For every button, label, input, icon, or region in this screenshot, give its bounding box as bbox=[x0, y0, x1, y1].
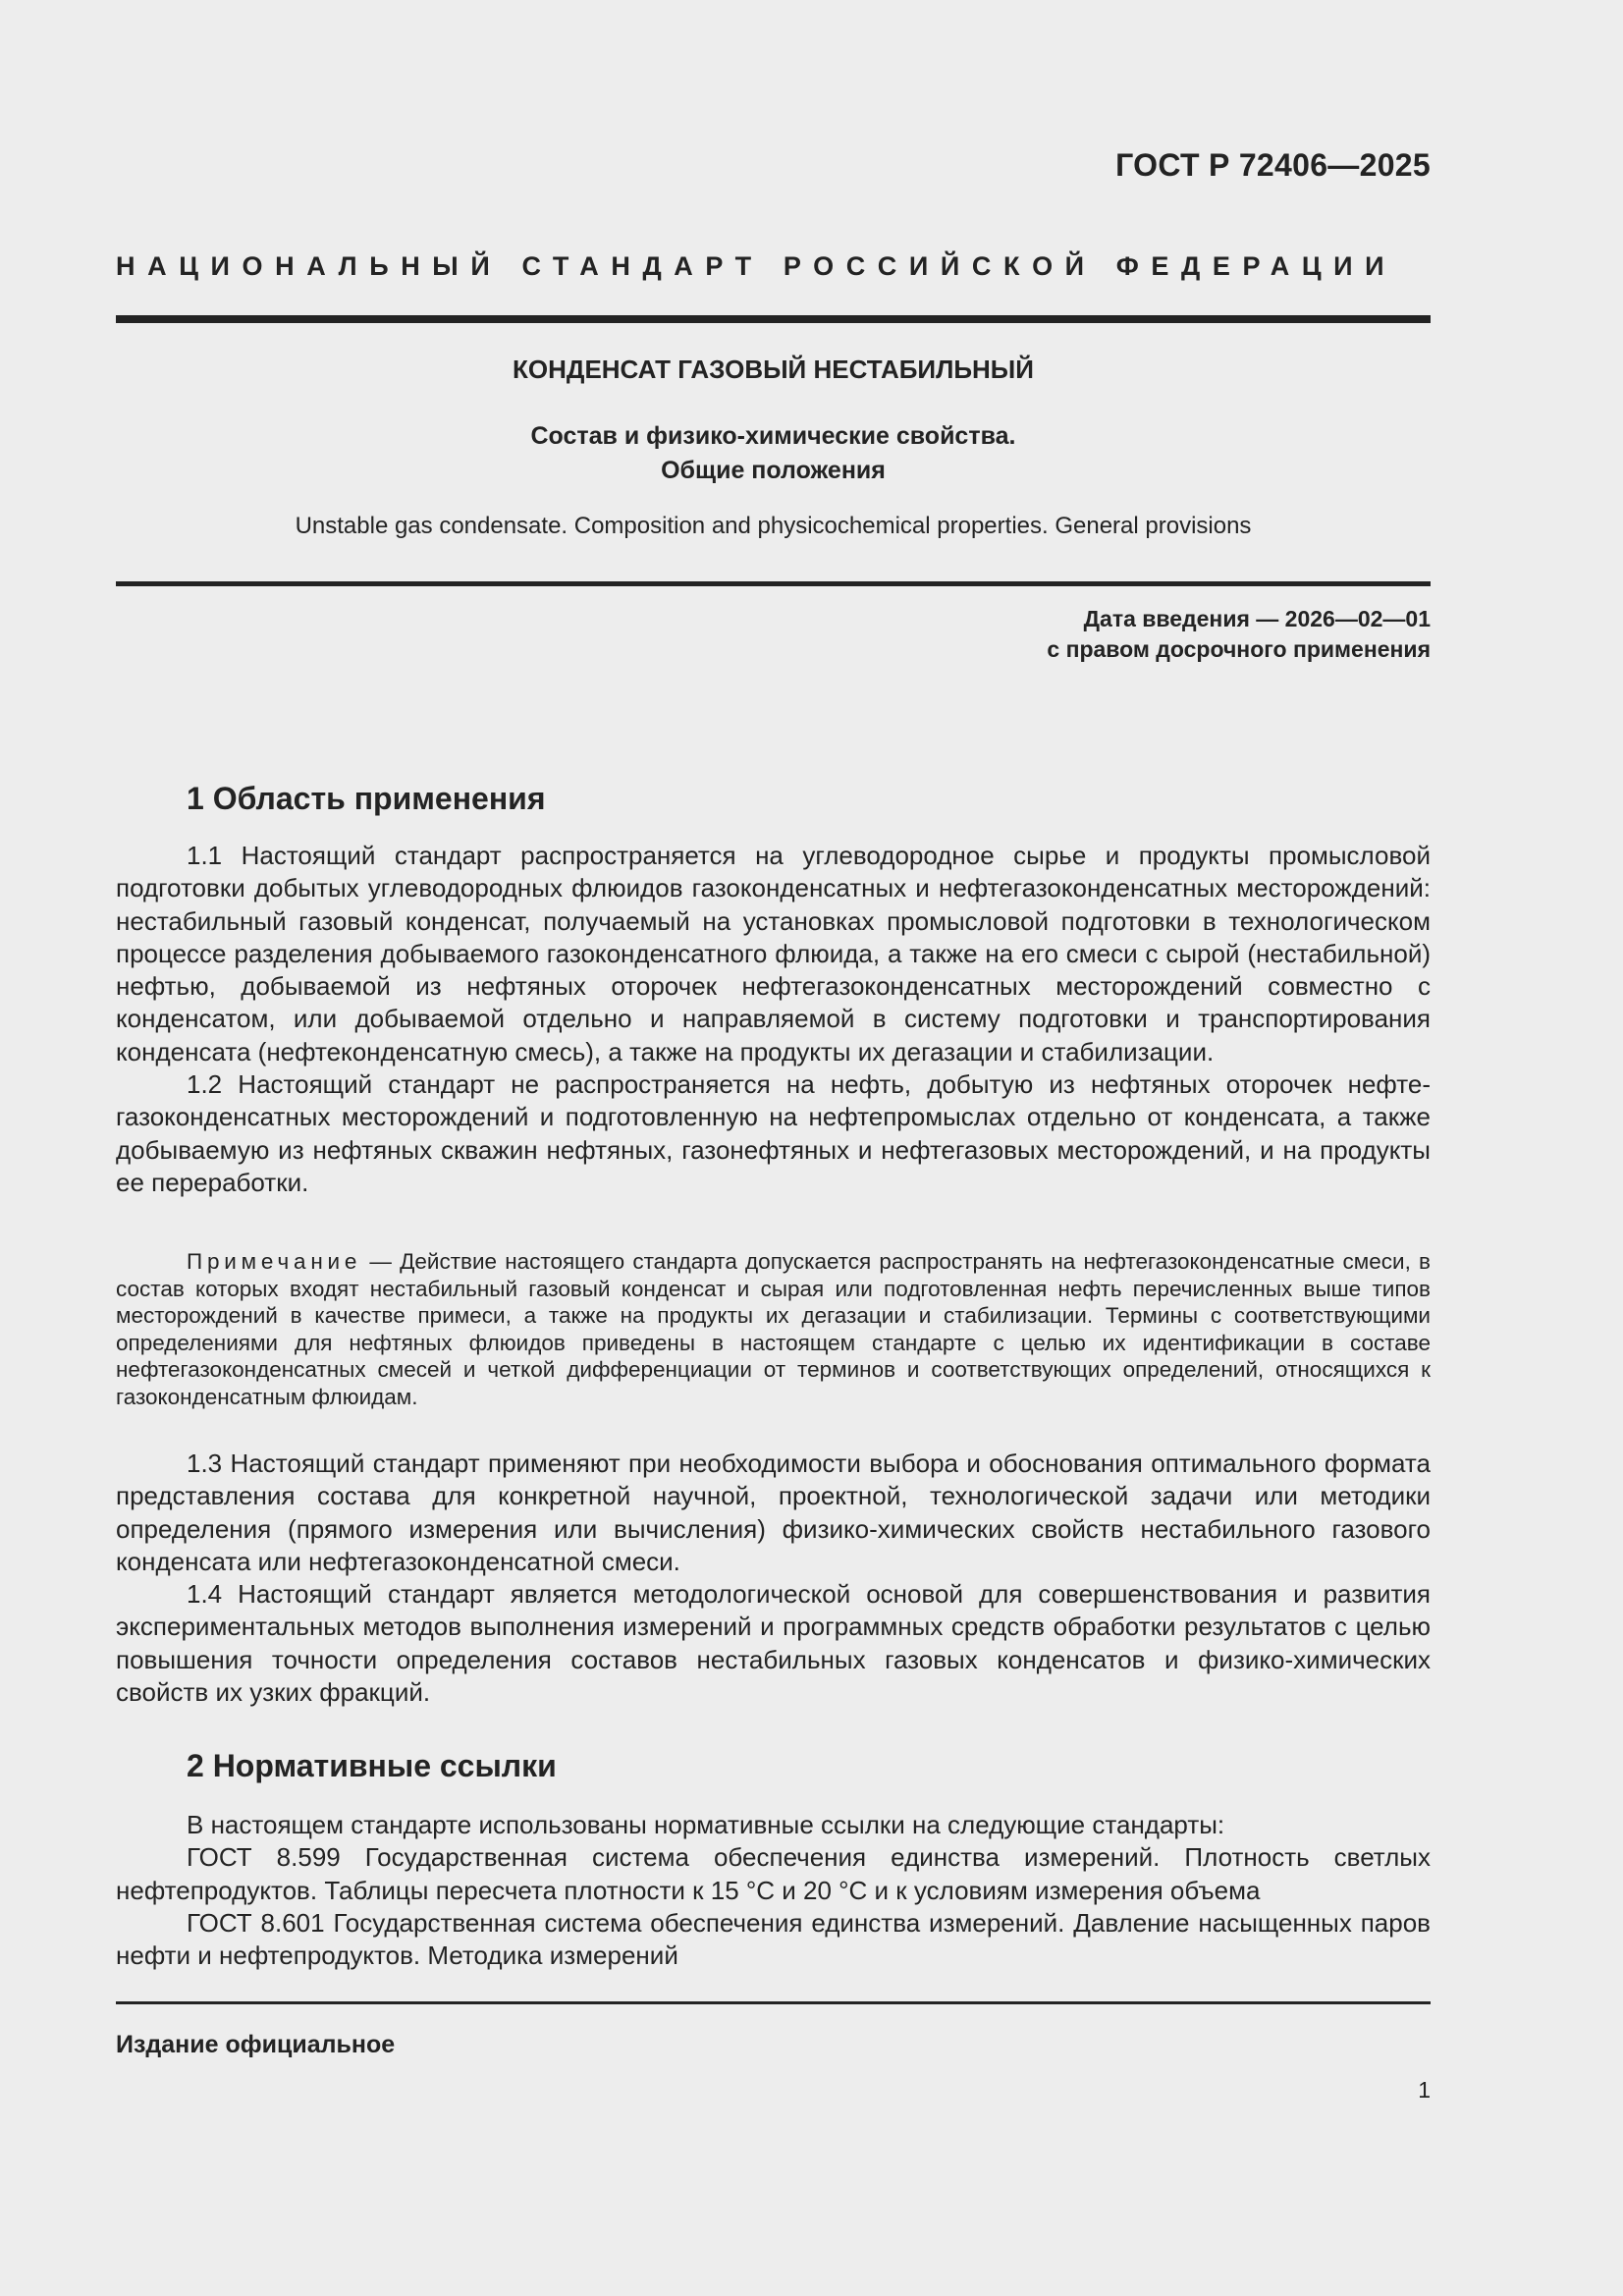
early-application-line: с правом досрочного применения bbox=[1047, 636, 1431, 662]
references-intro: В настоящем стандарте использованы нормативные ссылки на следующие стандарты: bbox=[187, 1810, 1225, 1839]
footer-divider bbox=[116, 2001, 1431, 2004]
official-edition-label: Издание официальное bbox=[116, 2031, 396, 2058]
top-divider bbox=[116, 315, 1431, 323]
gost-code: ГОСТ Р 72406—2025 bbox=[1115, 147, 1431, 183]
paragraph-1-2: 1.2 Настоящий стандарт не распространяется на нефть, добытую из нефтяных оторочек нефтегазоконденсатных месторождений и подготовленную на нефтепромыслах отдельно от конденсата, а также добываемую из нефтяных скважин нефтяных, газонефтяных и нефтегазовых месторождений, и на продукты ее переработки. bbox=[116, 1069, 1431, 1197]
document-page bbox=[116, 0, 1431, 2296]
section-2-heading: 2 Нормативные ссылки bbox=[187, 1748, 557, 1783]
paragraph-1-4: 1.4 Настоящий стандарт является методологической основой для совершенствования и развития экспериментальных методов выполнения измерений и программных средств обработки результатов с целью повышения точности определения составов нестабильных газовых конденсатов и физико-химических свойств их узких фракций. bbox=[116, 1579, 1431, 1708]
page-number: 1 bbox=[1418, 2077, 1431, 2103]
subtitle-line-1: Состав и физико-химические свойства. bbox=[530, 422, 1016, 450]
paragraph-1-3: 1.3 Настоящий стандарт применяют при необходимости выбора и обоснования оптимального формата представления состава для конкретной научной, проектной, технологической задачи или методики определения (прямого измерения или вычисления) физико-химических свойств нестабильного газового конденсата или нефтегазоконденсатной смеси. bbox=[116, 1449, 1431, 1576]
section-1-paragraphs-a bbox=[116, 840, 1431, 1199]
reference-gost-8-599: ГОСТ 8.599 Государственная система обеспечения единства измерений. Плотность светлых нефтепродуктов. Таблицы пересчета плотности к 15 °С и 20 °С и к условиям измерения объема bbox=[116, 1842, 1431, 1905]
note-text: — Действие настоящего стандарта допускается распространять на нефтегазоконденсатные смеси, в состав которых входят нестабильный газовый конденсат и сырая или подготовленная нефть перечисленных выше типов месторождений в качестве примеси, а также на продукты их дегазации и стабилизации. Термины с соответствующими определениями для нефтяных флюидов приведены в настоящем стандарте с целью их идентификации в составе нефтегазоконденсатных смесей и четкой дифференциации от терминов и соответствующих определений, относящихся к газоконденсатным флюидам. bbox=[116, 1249, 1431, 1409]
section-1-paragraphs-b bbox=[116, 1448, 1431, 1709]
title-divider bbox=[116, 581, 1431, 586]
paragraph-1-1: 1.1 Настоящий стандарт распространяется на углеводородное сырье и продукты промысловой подготовки добытых углеводородных флюидов газоконденсатных и нефтегазоконденсатных месторождений: нестабильный газовый конденсат, получаемый на установках промысловой подготовки в технологическом процессе разделения добываемого газоконденсатного флюида, а также на его смеси с сырой (нестабильной) нефтью, добываемой из нефтяных оторочек нефтегазоконденсатных месторождений совместно с конденсатом, или добываемой отдельно и направляемой в систему подготовки и транспортирования конденсата (нефтеконденсатную смесь), а также на продукты их дегазации и стабилизации. bbox=[116, 841, 1431, 1066]
reference-gost-8-601: ГОСТ 8.601 Государственная система обеспечения единства измерений. Давление насыщенных паров нефти и нефтепродуктов. Методика измерений bbox=[116, 1907, 1431, 1971]
document-title: КОНДЕНСАТ ГАЗОВЫЙ НЕСТАБИЛЬНЫЙ bbox=[513, 355, 1034, 384]
note-label: Примечание bbox=[187, 1249, 362, 1274]
introduction-date-line: Дата введения — 2026—02—01 bbox=[1083, 606, 1431, 631]
document-subtitle bbox=[116, 419, 1431, 488]
section-1-heading: 1 Область применения bbox=[187, 781, 546, 816]
english-title: Unstable gas condensate. Composition and physicochemical properties. General provisions bbox=[295, 513, 1252, 539]
introduction-date bbox=[1047, 604, 1431, 665]
subtitle-line-2: Общие положения bbox=[661, 457, 886, 484]
note-paragraph bbox=[116, 1248, 1431, 1410]
section-2-paragraphs bbox=[116, 1809, 1431, 1972]
national-standard-banner: НАЦИОНАЛЬНЫЙ СТАНДАРТ РОССИЙСКОЙ ФЕДЕРАЦИИ bbox=[116, 251, 1397, 281]
